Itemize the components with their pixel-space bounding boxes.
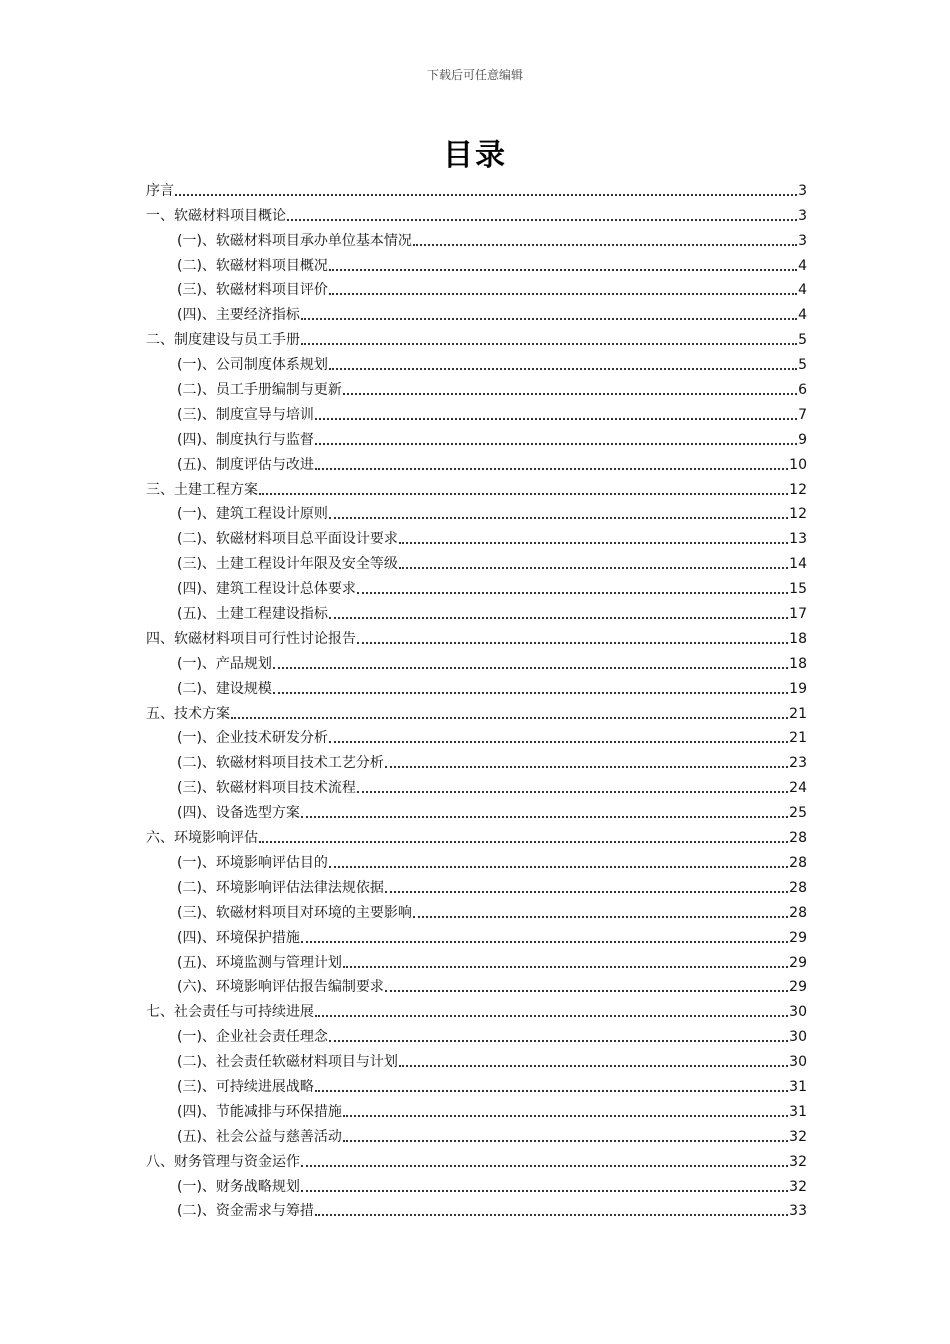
toc-subentry[interactable] (146, 872, 807, 897)
toc-subentry[interactable] (146, 747, 807, 772)
dot-leader (231, 717, 788, 719)
dot-leader (413, 244, 797, 246)
toc-entry-label: (一)、产品规划 (177, 655, 272, 672)
toc-subentry[interactable] (146, 1071, 807, 1096)
dot-leader (385, 766, 788, 768)
toc-entry-label: 序言 (146, 182, 174, 199)
dot-leader (329, 1040, 788, 1042)
toc-entry-label: (三)、土建工程设计年限及安全等级 (177, 556, 398, 573)
toc-entry-label: (四)、建筑工程设计总体要求 (177, 581, 356, 598)
dot-leader (357, 642, 788, 644)
toc-page-number: 4 (798, 307, 807, 324)
toc-entry-label: (二)、环境影响评估法律法规依据 (177, 879, 384, 896)
toc-subentry[interactable] (146, 374, 807, 399)
dot-leader (315, 1214, 788, 1216)
toc-page-number: 15 (789, 581, 807, 598)
dot-leader (343, 1140, 788, 1142)
toc-page-number: 10 (789, 456, 807, 473)
toc-subentry[interactable] (146, 897, 807, 922)
toc-subentry[interactable] (146, 523, 807, 548)
toc-subentry[interactable] (146, 225, 807, 250)
toc-page-number: 30 (789, 1004, 807, 1021)
toc-entry[interactable] (146, 996, 807, 1021)
toc-page-number: 13 (789, 531, 807, 548)
toc-entry-label: (一)、企业社会责任理念 (177, 1029, 328, 1046)
dot-leader (343, 393, 797, 395)
toc-entry[interactable] (146, 1146, 807, 1171)
toc-entry-label: (五)、土建工程建设指标 (177, 606, 328, 623)
dot-leader (315, 1090, 788, 1092)
toc-entry-label: (五)、环境监测与管理计划 (177, 954, 342, 971)
toc-page-number: 28 (789, 904, 807, 921)
dot-leader (259, 493, 788, 495)
toc-page-number: 7 (798, 406, 807, 423)
toc-page-number: 5 (798, 332, 807, 349)
toc-page-number: 12 (789, 506, 807, 523)
dot-leader (357, 791, 788, 793)
toc-page-number: 28 (789, 879, 807, 896)
toc-entry-label: (一)、企业技术研发分析 (177, 730, 328, 747)
toc-entry-label: 三、土建工程方案 (146, 481, 258, 498)
toc-subentry[interactable] (146, 598, 807, 623)
toc-entry-label: (四)、节能减排与环保措施 (177, 1103, 342, 1120)
dot-leader (315, 468, 788, 470)
toc-page-number: 24 (789, 780, 807, 797)
toc-entry[interactable] (146, 623, 807, 648)
dot-leader (301, 343, 797, 345)
toc-page-number: 31 (789, 1078, 807, 1095)
dot-leader (175, 194, 797, 196)
dot-leader (301, 1190, 788, 1192)
toc-entry[interactable] (146, 822, 807, 847)
toc-page-number: 23 (789, 755, 807, 772)
toc-subentry[interactable] (146, 573, 807, 598)
toc-entry-label: (四)、制度执行与监督 (177, 431, 314, 448)
toc-page-number: 30 (789, 1054, 807, 1071)
dot-leader (301, 1165, 788, 1167)
toc-page-number: 19 (789, 680, 807, 697)
toc-subentry[interactable] (146, 972, 807, 997)
dot-leader (287, 219, 797, 221)
dot-leader (259, 841, 788, 843)
toc-subentry[interactable] (146, 723, 807, 748)
toc-entry-label: (一)、建筑工程设计原则 (177, 506, 328, 523)
dot-leader (329, 617, 788, 619)
toc-entry-label: (二)、软磁材料项目技术工艺分析 (177, 755, 384, 772)
toc-subentry[interactable] (146, 847, 807, 872)
toc-entry[interactable] (146, 200, 807, 225)
toc-page-number: 28 (789, 854, 807, 871)
toc-subentry[interactable] (146, 1096, 807, 1121)
toc-entry-label: (四)、主要经济指标 (177, 307, 300, 324)
toc-entry-label: (一)、环境影响评估目的 (177, 854, 328, 871)
toc-page-number: 25 (789, 805, 807, 822)
toc-entry[interactable] (146, 698, 807, 723)
toc-entry-label: (二)、软磁材料项目总平面设计要求 (177, 531, 398, 548)
toc-subentry[interactable] (146, 299, 807, 324)
dot-leader (315, 418, 797, 420)
toc-entry-label: 六、环境影响评估 (146, 830, 258, 847)
toc-page-number: 9 (798, 431, 807, 448)
toc-entry-label: (五)、社会公益与慈善活动 (177, 1128, 342, 1145)
dot-leader (301, 816, 788, 818)
toc-entry-label: (四)、环境保护措施 (177, 929, 300, 946)
toc-entry[interactable] (146, 324, 807, 349)
toc-subentry[interactable] (146, 424, 807, 449)
toc-subentry[interactable] (146, 250, 807, 275)
toc-subentry[interactable] (146, 947, 807, 972)
toc-subentry[interactable] (146, 1021, 807, 1046)
page-header: 下载后可任意编辑 (426, 68, 523, 82)
toc-subentry[interactable] (146, 275, 807, 300)
toc-entry-label: (一)、软磁材料项目承办单位基本情况 (177, 232, 412, 249)
dot-leader (329, 293, 797, 295)
toc-entry-label: (六)、环境影响评估报告编制要求 (177, 979, 384, 996)
dot-leader (315, 1015, 788, 1017)
toc-page-number: 14 (789, 556, 807, 573)
toc-entry-label: (二)、社会责任软磁材料项目与计划 (177, 1054, 398, 1071)
dot-leader (343, 966, 788, 968)
dot-leader (329, 741, 788, 743)
toc-entry-label: 七、社会责任与可持续进展 (146, 1004, 314, 1021)
toc-subentry[interactable] (146, 449, 807, 474)
toc-entry-label: (二)、软磁材料项目概况 (177, 257, 328, 274)
toc-entry-label: (三)、软磁材料项目技术流程 (177, 780, 356, 797)
toc-subentry[interactable] (146, 1046, 807, 1071)
dot-leader (301, 941, 788, 943)
dot-leader (301, 318, 797, 320)
dot-leader (273, 667, 788, 669)
toc-page-number: 4 (798, 282, 807, 299)
dot-leader (385, 990, 788, 992)
toc-page-number: 31 (789, 1103, 807, 1120)
toc-page-number: 4 (798, 257, 807, 274)
toc-subentry[interactable] (146, 399, 807, 424)
toc-subentry[interactable] (146, 548, 807, 573)
toc-subentry[interactable] (146, 349, 807, 374)
toc-entry-label: (二)、建设规模 (177, 680, 272, 697)
toc-page-number: 28 (789, 830, 807, 847)
toc-title: 目录 (443, 138, 507, 173)
toc-subentry[interactable] (146, 648, 807, 673)
toc-entry-label: (四)、设备选型方案 (177, 805, 300, 822)
toc-page-number: 32 (789, 1178, 807, 1195)
toc-page-number: 17 (789, 606, 807, 623)
toc-entry-label: (二)、员工手册编制与更新 (177, 382, 342, 399)
toc-entry[interactable] (146, 474, 807, 499)
dot-leader (385, 891, 788, 893)
toc-page-number: 5 (798, 357, 807, 374)
toc-entry-label: 五、技术方案 (146, 705, 230, 722)
toc-entry-label: (三)、软磁材料项目评价 (177, 282, 328, 299)
toc-page-number: 21 (789, 705, 807, 722)
toc-entry-label: (三)、软磁材料项目对环境的主要影响 (177, 904, 412, 921)
toc-entry-label: (五)、制度评估与改进 (177, 456, 314, 473)
toc-entry-label: (三)、可持续进展战略 (177, 1078, 314, 1095)
dot-leader (329, 517, 788, 519)
toc-page-number: 12 (789, 481, 807, 498)
toc-subentry[interactable] (146, 772, 807, 797)
toc-entry-label: (一)、公司制度体系规划 (177, 357, 328, 374)
toc-page-number: 29 (789, 979, 807, 996)
toc-entry-label: (二)、资金需求与筹措 (177, 1203, 314, 1220)
toc-page-number: 6 (798, 382, 807, 399)
toc-page-number: 3 (798, 207, 807, 224)
dot-leader (357, 592, 788, 594)
toc-page-number: 29 (789, 954, 807, 971)
toc-page-number: 18 (789, 655, 807, 672)
toc-subentry[interactable] (146, 1196, 807, 1221)
toc-subentry[interactable] (146, 1171, 807, 1196)
toc-entry[interactable] (146, 175, 807, 200)
dot-leader (399, 1065, 788, 1067)
toc-subentry[interactable] (146, 797, 807, 822)
dot-leader (329, 368, 797, 370)
dot-leader (343, 1115, 788, 1117)
toc-entry-label: 一、软磁材料项目概论 (146, 207, 286, 224)
dot-leader (413, 916, 788, 918)
toc-entry-label: 八、财务管理与资金运作 (146, 1153, 300, 1170)
toc-page-number: 33 (789, 1203, 807, 1220)
toc-entry-label: 四、软磁材料项目可行性讨论报告 (146, 630, 356, 647)
toc-page-number: 21 (789, 730, 807, 747)
toc-entry-label: (三)、制度宣导与培训 (177, 406, 314, 423)
dot-leader (399, 542, 788, 544)
toc-page-number: 32 (789, 1128, 807, 1145)
dot-leader (273, 692, 788, 694)
toc-page-number: 3 (798, 182, 807, 199)
toc-subentry[interactable] (146, 673, 807, 698)
dot-leader (329, 866, 788, 868)
dot-leader (399, 567, 788, 569)
toc-page-number: 32 (789, 1153, 807, 1170)
toc-entry-label: (一)、财务战略规划 (177, 1178, 300, 1195)
toc-page-number: 29 (789, 929, 807, 946)
table-of-contents (146, 175, 807, 1220)
toc-entry-label: 二、制度建设与员工手册 (146, 332, 300, 349)
toc-subentry[interactable] (146, 1121, 807, 1146)
toc-subentry[interactable] (146, 499, 807, 524)
dot-leader (329, 269, 797, 271)
toc-subentry[interactable] (146, 922, 807, 947)
toc-page-number: 3 (798, 232, 807, 249)
toc-page-number: 18 (789, 630, 807, 647)
toc-page-number: 30 (789, 1029, 807, 1046)
dot-leader (315, 443, 797, 445)
